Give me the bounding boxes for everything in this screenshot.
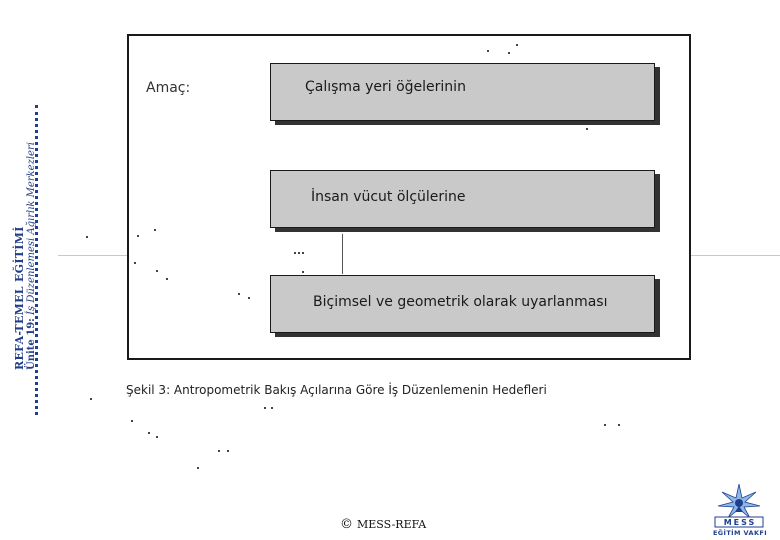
copyright-symbol: © (340, 517, 353, 532)
speck (156, 436, 158, 438)
speck (604, 424, 606, 426)
goal-box-body-measurements (270, 170, 655, 228)
speck (302, 252, 304, 254)
speck (90, 398, 92, 400)
speck (218, 450, 220, 452)
sidebar-course-title: REFA-TEMEL EĞİTİMİ (13, 226, 26, 370)
speck (148, 432, 150, 434)
speck (618, 424, 620, 426)
speck (166, 278, 168, 280)
speck (264, 407, 266, 409)
logo-star-icon (718, 484, 760, 518)
footer-text: MESS-REFA (357, 518, 427, 531)
sidebar-unit-label: Ünite 19: (26, 318, 37, 370)
goal-box-formal-geometric-fit (270, 275, 655, 333)
speck (248, 297, 250, 299)
logo-wordmark: MESS (723, 518, 757, 527)
logo-subtitle: EĞİTİM VAKFI (712, 529, 768, 537)
goal-box-workplace-elements (270, 63, 655, 121)
footer-copyright (340, 517, 426, 532)
figure-caption: Şekil 3: Antropometrik Bakış Açılarına Göre İş Düzenlemenin Hedefleri (126, 383, 547, 397)
goal-box-text: Çalışma yeri öğelerinin (305, 79, 466, 95)
speck (586, 128, 588, 130)
speck (134, 262, 136, 264)
speck (86, 236, 88, 238)
speck (227, 450, 229, 452)
speck (302, 271, 304, 273)
goal-box-text: İnsan vücut ölçülerine (311, 189, 466, 205)
speck (197, 467, 199, 469)
speck (298, 252, 300, 254)
speck (294, 252, 296, 254)
sidebar-unit-subject: İş Düzenlemesi Ağırlık Merkezleri (26, 142, 37, 319)
goal-label: Amaç: (146, 80, 191, 96)
speck (131, 420, 133, 422)
sidebar-title (14, 142, 38, 370)
speck (154, 229, 156, 231)
speck (516, 44, 518, 46)
speck (271, 407, 273, 409)
goal-box-text: Biçimsel ve geometrik olarak uyarlanması (313, 294, 608, 310)
sidebar-unit-line (26, 142, 38, 370)
speck (508, 52, 510, 54)
speck (156, 270, 158, 272)
speck (487, 50, 489, 52)
speck (137, 235, 139, 237)
speck (238, 293, 240, 295)
connector-line (342, 234, 343, 274)
